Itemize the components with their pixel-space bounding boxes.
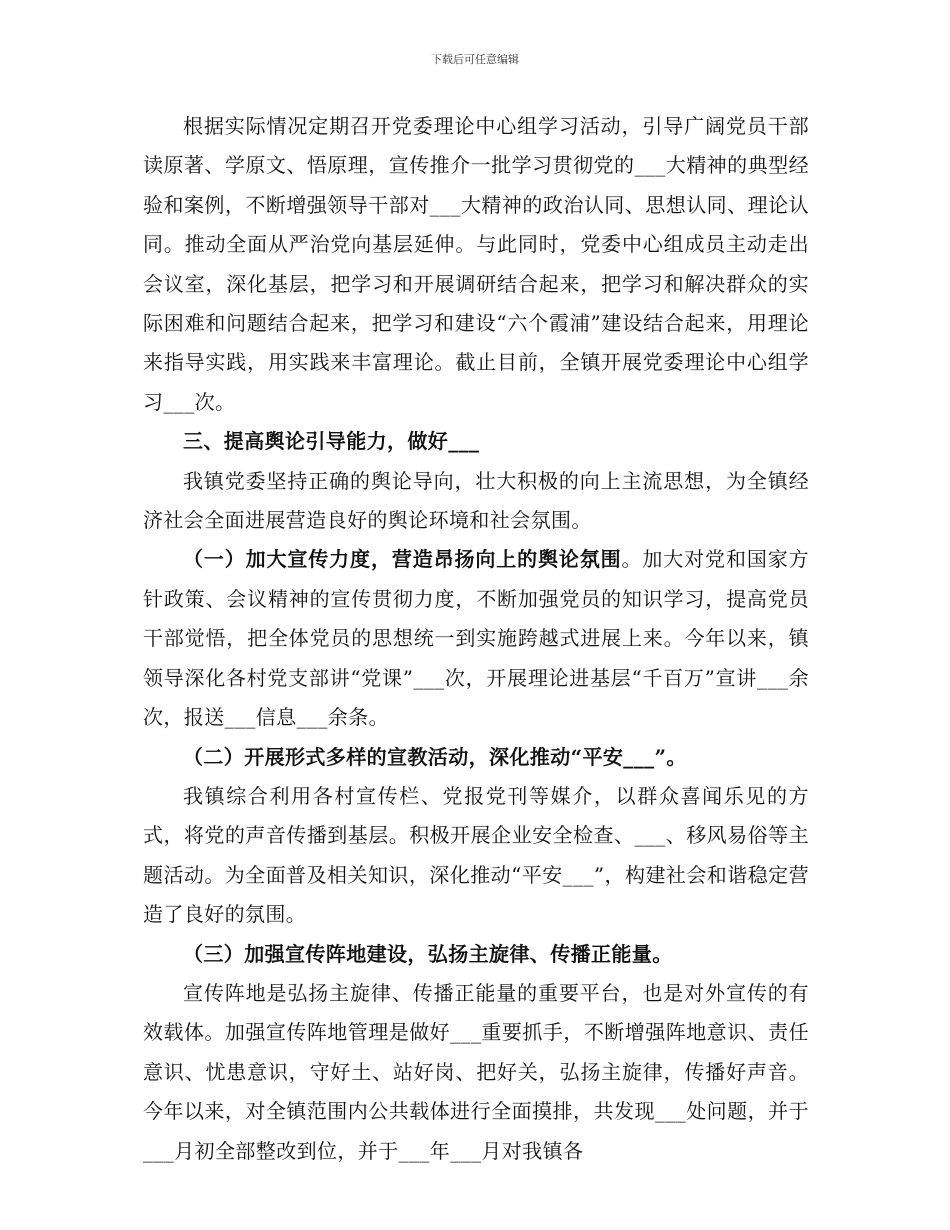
paragraph-public-opinion: 我镇党委坚持正确的舆论导向，壮大积极的向上主流思想，为全镇经济社会全面进展营造良好的舆论环境和社会氛围。 [143, 468, 809, 533]
page-header: 下载后可任意编辑 [431, 53, 519, 66]
paragraph-subsection-one [143, 540, 809, 737]
section-heading-three: 三、提高舆论引导能力，做好___ [183, 429, 480, 454]
paragraph-study-activities: 根据实际情况定期召开党委理论中心组学习活动，引导广阔党员干部读原著、学原文、悟原理，宣传推介一批学习贯彻党的___大精神的典型经验和案例，不断增强领导干部对___大精神的政治认同、思想认同、理论认同。推动全面从严治党向基层延伸。与此同时，党委中心组成员主动走出会议室，深化基层，把学习和开展调研结合起来，把学习和解决群众的实际困难和问题结合起来，把学习和建设“六个霞浦”建设结合起来，用理论来指导实践，用实践来丰富理论。截止目前，全镇开展党委理论中心组学习___次。 [143, 114, 809, 414]
subsection-one-text: 。加大对党和国家方针政策、会议精神的宣传贯彻力度，不断加强党员的知识学习，提高党员干部觉悟，把全体党员的思想统一到实施跨越式进展上来。今年以来，镇领导深化各村党支部讲“党课”___次，开展理论进基层“千百万”宣讲___余次，报送___信息___余条。 [143, 547, 809, 730]
subsection-two-heading: （二）开展形式多样的宣教活动，深化推动“平安___”。 [183, 744, 687, 769]
subsection-three-heading: （三）加强宣传阵地建设，弘扬主旋律、传播正能量。 [183, 941, 673, 966]
paragraph-subsection-two: 我镇综合利用各村宣传栏、党报党刊等媒介，以群众喜闻乐见的方式，将党的声音传播到基层。积极开展企业安全检查、___、移风易俗等主题活动。为全面普及相关知识，深化推动“平安___”，构建社会和谐稳定营造了良好的氛围。 [143, 783, 809, 927]
document-body [143, 107, 809, 1171]
paragraph-subsection-three: 宣传阵地是弘扬主旋律、传播正能量的重要平台，也是对外宣传的有效载体。加强宣传阵地管理是做好___重要抓手，不断增强阵地意识、责任意识、忧患意识，守好土、站好岗、把好关，弘扬主旋律，传播好声音。今年以来，对全镇范围内公共载体进行全面摸排，共发现___处问题，并于___月初全部整改到位，并于___年___月对我镇各 [143, 980, 809, 1163]
subsection-one-heading: （一）加大宣传力度，营造昂扬向上的舆论氛围 [183, 547, 622, 572]
